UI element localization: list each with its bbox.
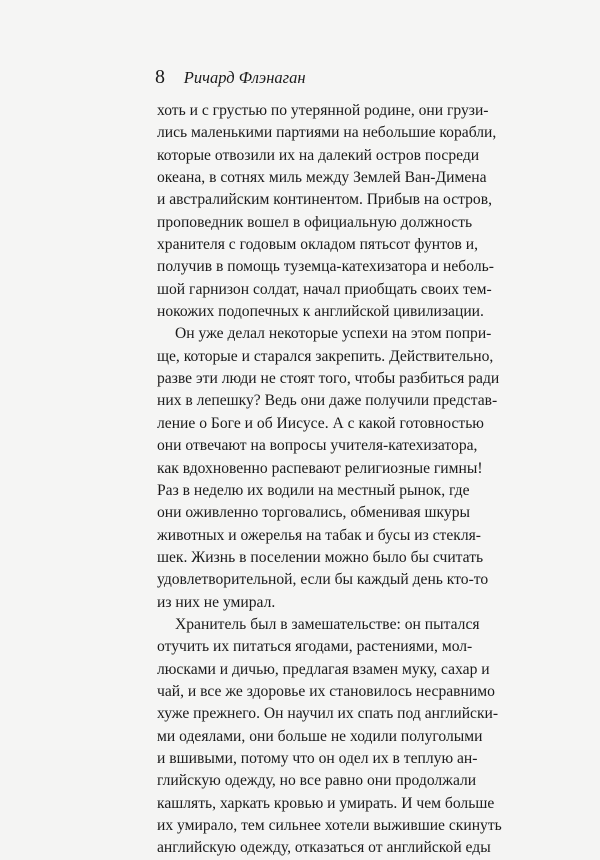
text-line: получив в помощь туземца-катехизатора и неболь-: [157, 258, 494, 276]
text-line: ще, которые и старался закрепить. Действительно,: [157, 347, 494, 365]
text-line: ми одеялами, они больше не ходили полуголыми: [157, 727, 483, 745]
text-line: глийскую одежду, но все равно они продолжали: [157, 772, 477, 790]
text-line: английскую одежду, отказаться от английской еды: [157, 839, 491, 857]
text-line: Он уже делал некоторые успехи на этом попри-: [175, 325, 492, 343]
text-line: их умирало, тем сильнее хотели выжившие скинуть: [157, 817, 502, 834]
text-line: и вшивыми, потому что он одел их в теплую ан-: [157, 749, 478, 767]
text-line: нокожих подопечных к английской цивилизации.: [157, 303, 484, 321]
body-text: [157, 100, 502, 860]
text-line: они отвечают на вопросы учителя-катехизатора,: [157, 437, 478, 455]
text-line: них в лепешку? Ведь они даже получили представ-: [157, 392, 498, 410]
text-line: отучить их питаться ягодами, растениями, мол-: [157, 638, 473, 656]
text-line: шек. Жизнь в поселении можно было бы считать: [157, 548, 484, 566]
text-line: животных и ожерелья на табак и бусы из стекля-: [157, 526, 482, 544]
text-line: шой гарнизон солдат, начал приобщать своих тем-: [157, 280, 492, 298]
text-line: проповедник вошел в официальную должность: [157, 213, 473, 231]
text-line: ление о Боге и об Иисусе. А с какой готовностью: [157, 414, 484, 432]
text-line: хуже прежнего. Он научил их спать под английски-: [157, 705, 499, 723]
text-line: кашлять, харкать кровью и умирать. И чем больше: [157, 794, 495, 812]
text-line: они оживленно торговались, обменивая шкуры: [157, 504, 470, 522]
text-line: Хранитель был в замешательстве: он пытался: [175, 615, 480, 633]
page-number: 8: [155, 66, 165, 88]
text-line: океана, в сотнях миль между Землей Ван-Димена: [157, 169, 487, 187]
running-head: [155, 66, 306, 89]
text-line: лись маленькими партиями на небольшие корабли,: [157, 124, 497, 142]
text-line: и австралийским континентом. Прибыв на остров,: [157, 191, 492, 209]
text-line: хоть и с грустью по утерянной родине, они грузи-: [157, 102, 489, 119]
text-line: чай, и все же здоровье их становилось несравнимо: [157, 682, 495, 700]
text-line: как вдохновенно распевают религиозные гимны!: [157, 459, 483, 477]
text-line: удовлетворительной, если бы каждый день кто-то: [157, 571, 489, 589]
text-line: Раз в неделю их водили на местный рынок, где: [157, 481, 470, 499]
text-line: которые отвозили их на далекий остров посреди: [157, 146, 480, 164]
text-line: из них не умирал.: [157, 593, 276, 611]
text-line: люсками и дичью, предлагая взамен муку, сахар и: [157, 660, 490, 678]
text-line: хранителя с годовым окладом пятьсот фунтов и,: [157, 236, 479, 254]
author-name: Ричард Флэнаган: [183, 68, 306, 87]
text-line: разве эти люди не стоят того, чтобы разбиться ради: [157, 370, 500, 388]
